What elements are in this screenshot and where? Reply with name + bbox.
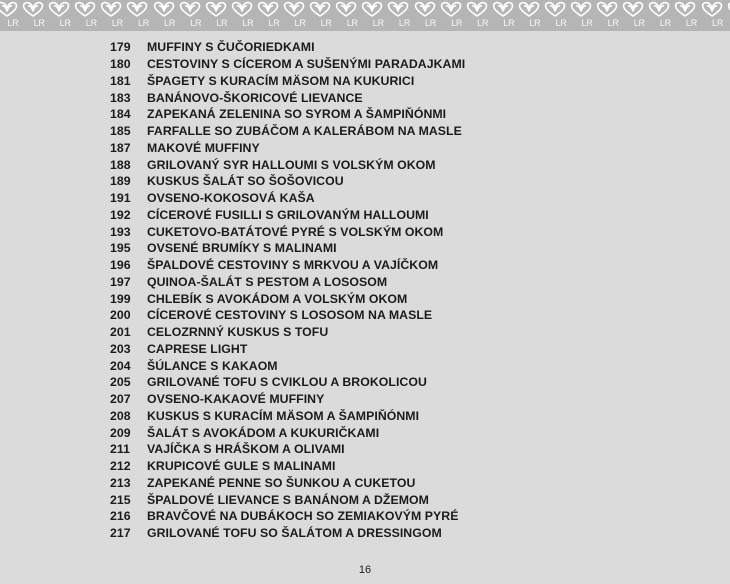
recipe-page-number: 191 — [110, 191, 131, 206]
list-item — [110, 123, 465, 140]
page-number: 16 — [358, 564, 372, 576]
list-item — [110, 223, 465, 240]
recipe-title: OVSENÉ BRUMÍKY S MALINAMI — [147, 241, 337, 256]
lr-watermark: LR — [398, 18, 410, 28]
lr-watermark: LR — [164, 18, 176, 28]
list-item — [110, 73, 465, 90]
recipe-page-number: 196 — [110, 258, 131, 273]
recipe-title: KUSKUS ŠALÁT SO ŠOŠOVICOU — [147, 174, 344, 189]
recipe-page-number: 181 — [110, 73, 131, 88]
recipe-page-number: 195 — [110, 241, 131, 256]
list-item — [110, 357, 465, 374]
lr-watermark: LR — [659, 18, 671, 28]
lr-watermark: LR — [346, 18, 358, 28]
list-item — [110, 156, 465, 173]
recipe-page-number: 199 — [110, 291, 131, 306]
decorative-header-band — [0, 0, 730, 31]
recipe-page-number: 216 — [110, 509, 131, 524]
recipe-page-number: 192 — [110, 207, 131, 222]
recipe-page-number: 183 — [110, 90, 131, 105]
recipe-title: CESTOVINY S CÍCEROM A SUŠENÝMI PARADAJKAMI — [147, 57, 466, 72]
list-item — [110, 207, 465, 224]
recipe-page-number: 201 — [110, 325, 131, 340]
lr-watermark: LR — [529, 18, 541, 28]
list-item — [110, 290, 465, 307]
recipe-page-number: 189 — [110, 174, 131, 189]
list-item — [110, 190, 465, 207]
list-item — [110, 408, 465, 425]
list-item — [110, 374, 465, 391]
list-item — [110, 391, 465, 408]
list-item — [110, 424, 465, 441]
recipe-page-number: 197 — [110, 274, 131, 289]
recipe-page-number: 209 — [110, 425, 131, 440]
lr-watermark: LR — [581, 18, 593, 28]
lr-watermark: LR — [424, 18, 437, 28]
recipe-page-number: 205 — [110, 375, 131, 390]
recipe-title: CUKETOVO-BATÁTOVÉ PYRÉ S VOLSKÝM OKOM — [147, 224, 444, 239]
list-item — [110, 257, 465, 274]
lr-watermark: LR — [190, 18, 202, 28]
list-item — [110, 324, 465, 341]
recipe-title: BRAVČOVÉ NA DUBÁKOCH SO ZEMIAKOVÝM PYRÉ — [147, 509, 459, 524]
recipe-title: CHLEBÍK S AVOKÁDOM A VOLSKÝM OKOM — [147, 291, 408, 306]
recipe-page-number: 200 — [110, 308, 131, 323]
lr-watermark: LR — [294, 18, 306, 28]
lr-watermark: LR — [555, 18, 567, 28]
recipe-title: ŠPALDOVÉ LIEVANCE S BANÁNOM A DŽEMOM — [147, 492, 429, 507]
recipe-title: ZAPEKANÉ PENNE SO ŠUNKOU A CUKETOU — [147, 475, 416, 490]
recipe-page-number: 187 — [110, 140, 131, 155]
recipe-title: MUFFINY S ČUČORIEDKAMI — [147, 40, 315, 55]
watermark-row — [0, 17, 730, 31]
lr-watermark: LR — [320, 18, 332, 28]
recipe-page-number: 213 — [110, 475, 131, 490]
recipe-page-number: 179 — [110, 40, 131, 55]
recipe-title: MAKOVÉ MUFFINY — [147, 140, 260, 155]
recipe-page-number: 211 — [110, 442, 130, 457]
lr-watermark: LR — [33, 18, 45, 28]
lr-watermark: LR — [268, 18, 280, 28]
recipe-title: KUSKUS S KURACÍM MÄSOM A ŠAMPIŇÓNMI — [147, 408, 420, 423]
recipe-index-list — [110, 39, 465, 542]
recipe-title: GRILOVANÉ TOFU SO ŠALÁTOM A DRESSINGOM — [147, 526, 442, 541]
list-item — [110, 307, 465, 324]
lr-watermark: LR — [451, 18, 463, 28]
lr-watermark: LR — [137, 18, 150, 28]
list-item — [110, 475, 465, 492]
lr-watermark: LR — [607, 18, 619, 28]
recipe-page-number: 215 — [110, 492, 131, 507]
list-item — [110, 39, 465, 56]
recipe-title: QUINOA-ŠALÁT S PESTOM A LOSOSOM — [147, 274, 388, 289]
recipe-title: BANÁNOVO-ŠKORICOVÉ LIEVANCE — [147, 90, 363, 105]
recipe-page-number: 180 — [110, 57, 131, 72]
list-item — [110, 341, 465, 358]
list-item — [110, 240, 465, 257]
list-item — [110, 508, 465, 525]
lr-watermark: LR — [685, 18, 698, 28]
lr-watermark: LR — [372, 18, 384, 28]
lr-watermark: LR — [111, 18, 123, 28]
recipe-page-number: 204 — [110, 358, 131, 373]
list-item — [110, 274, 465, 291]
recipe-page-number: 203 — [110, 341, 131, 356]
list-item — [110, 441, 465, 458]
lr-watermark: LR — [503, 18, 515, 28]
recipe-title: FARFALLE SO ZUBÁČOM A KALERÁBOM NA MASLE — [147, 124, 462, 139]
recipe-title: ŠPAGETY S KURACÍM MÄSOM NA KUKURICI — [147, 73, 415, 88]
lr-watermark: LR — [477, 18, 489, 28]
recipe-title: OVSENO-KOKOSOVÁ KAŠA — [147, 191, 315, 206]
recipe-page-number: 212 — [110, 459, 131, 474]
list-item — [110, 89, 465, 106]
recipe-title: GRILOVANÝ SYR HALLOUMI S VOLSKÝM OKOM — [147, 157, 436, 172]
list-item — [110, 173, 465, 190]
list-item — [110, 525, 465, 542]
lr-watermark: LR — [633, 18, 645, 28]
recipe-title: KRUPICOVÉ GULE S MALINAMI — [147, 459, 336, 474]
recipe-title: ŠPALDOVÉ CESTOVINY S MRKVOU A VAJÍČKOM — [147, 258, 439, 273]
list-item — [110, 140, 465, 157]
recipe-page-number: 188 — [110, 157, 131, 172]
list-item — [110, 106, 465, 123]
lr-watermark: LR — [59, 18, 71, 28]
recipe-page-number: 217 — [110, 526, 131, 541]
recipe-title: ZAPEKANÁ ZELENINA SO SYROM A ŠAMPIŇÓNMI — [147, 107, 447, 122]
recipe-page-number: 207 — [110, 392, 131, 407]
recipe-title: CÍCEROVÉ FUSILLI S GRILOVANÝM HALLOUMI — [147, 207, 429, 222]
recipe-title: ŠÚLANCE S KAKAOM — [147, 358, 278, 373]
lr-watermark: LR — [712, 18, 724, 28]
recipe-page-number: 184 — [110, 107, 131, 122]
recipe-page-number: 208 — [110, 408, 131, 423]
list-item — [110, 491, 465, 508]
list-item — [110, 56, 465, 73]
recipe-title: GRILOVANÉ TOFU S CVIKLOU A BROKOLICOU — [147, 375, 427, 390]
lr-watermark: LR — [7, 18, 19, 28]
recipe-title: CAPRESE LIGHT — [147, 341, 248, 356]
lr-watermark: LR — [216, 18, 228, 28]
recipe-title: CÍCEROVÉ CESTOVINY S LOSOSOM NA MASLE — [147, 308, 433, 323]
recipe-title: ŠALÁT S AVOKÁDOM A KUKURIČKAMI — [147, 425, 380, 440]
lr-watermark: LR — [85, 18, 97, 28]
recipe-page-number: 185 — [110, 124, 131, 139]
lr-watermark: LR — [242, 18, 254, 28]
list-item — [110, 458, 465, 475]
recipe-title: CELOZRNNÝ KUSKUS S TOFU — [147, 325, 329, 340]
recipe-page-number: 193 — [110, 224, 131, 239]
recipe-title: VAJÍČKA S HRÁŠKOM A OLIVAMI — [147, 442, 345, 457]
recipe-title: OVSENO-KAKAOVÉ MUFFINY — [147, 392, 325, 407]
